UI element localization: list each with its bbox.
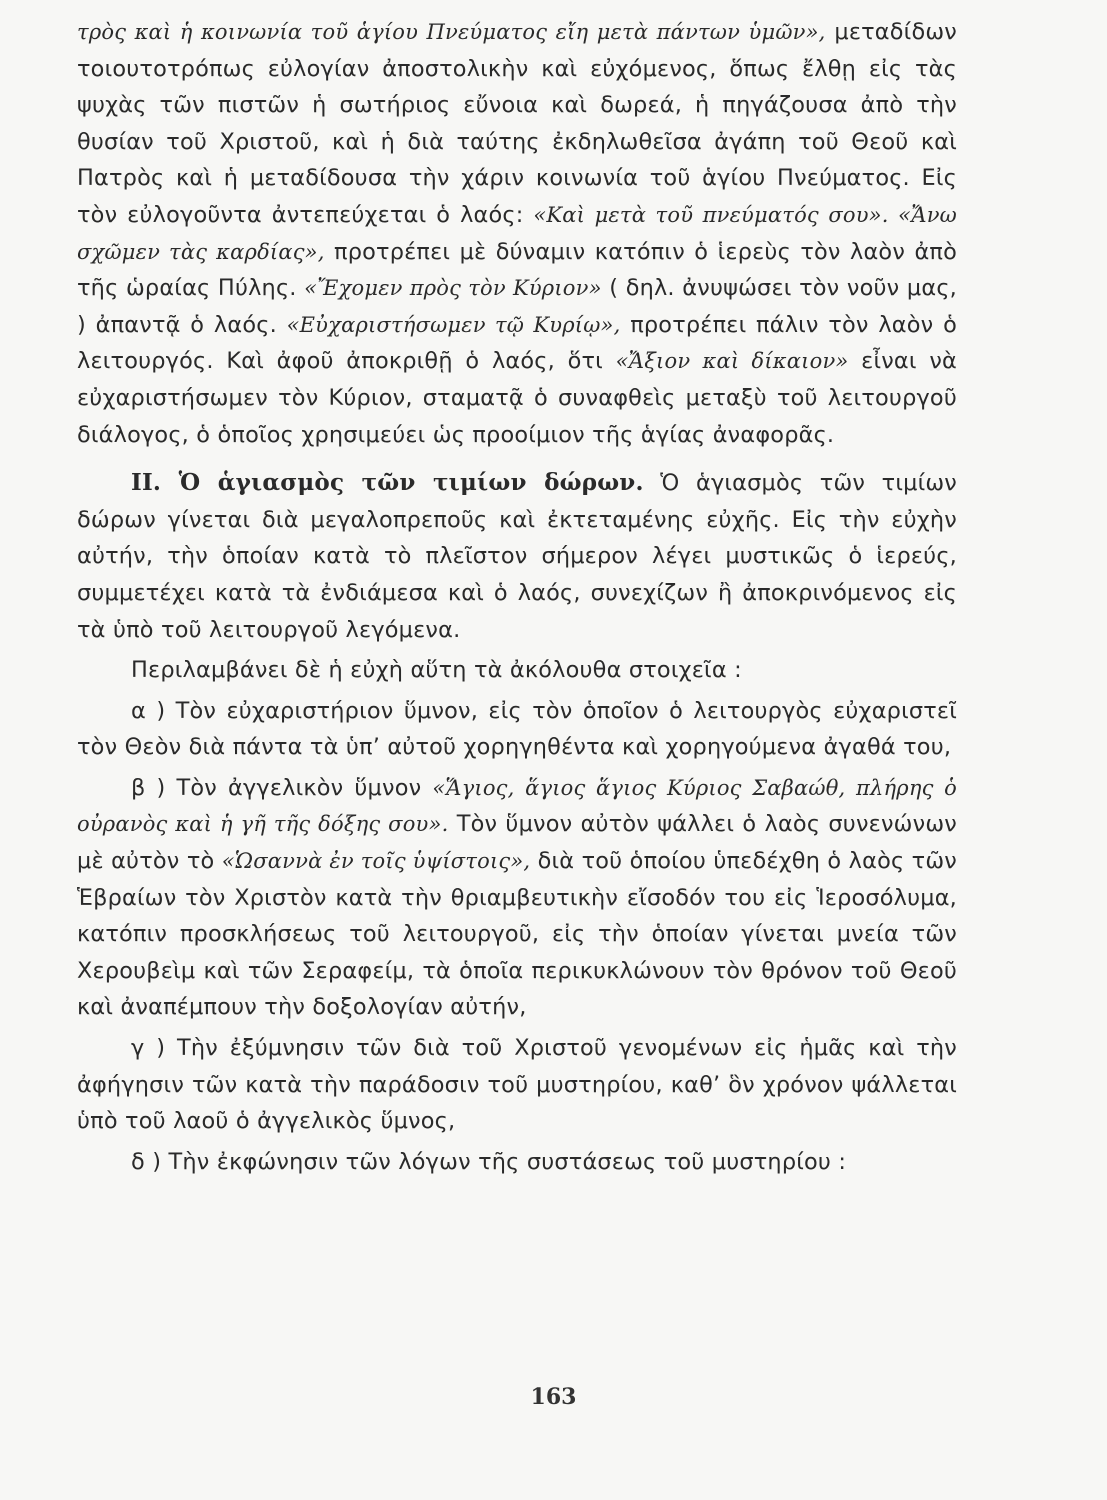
response-quote: «Ἄξιον καὶ δίκαιον» [615, 349, 849, 374]
text-run: μεταδίδων τοιουτοτρόπως εὐλογίαν ἀποστολικὴν καὶ εὐχόμενος, ὅπως ἔλθῃ εἰς τὰς ψυχὰς τῶν πιστῶν ἡ σωτήριος εὔνοια καὶ δωρεά, ἡ πηγάζουσα ἀπὸ τὴν θυσίαν τοῦ Χριστοῦ, καὶ ἡ διὰ ταύτης ἐκδηλωθεῖσα ἀγάπη τοῦ Θεοῦ καὶ Πατρὸς καὶ ἡ μεταδίδουσα τὴν χάριν κοινωνία τοῦ ἁγίου Πνεύματος. Εἰς τὸν εὐλογοῦντα ἀντεπεύχεται ὁ λαός: [77, 19, 957, 228]
section-heading: ΙΙ. Ὁ ἁγιασμὸς τῶν τιμίων δώρων. [131, 469, 644, 497]
hosanna-quote: «Ὡσαννὰ ἐν τοῖς ὑψίστοις», [221, 849, 531, 874]
response-quote: «Καὶ μετὰ τοῦ πνεύματός σου». «Ἄνω σχῶμεν τὰς καρδίας», [77, 202, 957, 264]
text-run: διὰ τοῦ ὁποίου ὑπεδέχθη ὁ λαὸς τῶν Ἑβραίων τὸν Χριστὸν κατὰ τὴν θριαμβευτικὴν εἴσοδόν του εἰς Ἱεροσόλυμα, κατόπιν προσκλήσεως τοῦ λειτουργοῦ, εἰς τὴν ὁποίαν γίνεται μνεία τῶν Χερουβεὶμ καὶ τῶν Σεραφείμ, τὰ ὁποῖα περικυκλώνουν τὸν θρόνον τοῦ Θεοῦ καὶ ἀναπέμπουν τὴν δοξολογίαν αὐτήν, [77, 848, 957, 1021]
list-item-alpha: α ) Τὸν εὐχαριστήριον ὕμνον, εἰς τὸν ὁποῖον ὁ λειτουργὸς εὐχαριστεῖ τὸν Θεὸν διὰ πάντα τὰ ὑπ’ αὐτοῦ χορηγηθέντα καὶ χορηγούμενα ἀγαθά του, [77, 697, 957, 761]
exhortation-quote: «Εὐχαριστήσωμεν τῷ Κυρίῳ», [286, 312, 621, 337]
text-run: εἶναι νὰ εὐχαριστήσωμεν τὸν Κύριον, σταματᾷ ὁ συναφθεὶς μεταξὺ τοῦ λειτουργοῦ διάλογος, ὁ ὁποῖος χρησιμεύει ὡς προοίμιον τῆς ἁγίας ἀναφορᾶς. [77, 348, 957, 448]
page-number: 163 [530, 1384, 577, 1410]
paragraph-liturgical-dialogue [77, 14, 957, 453]
list-item-beta [77, 770, 957, 1026]
text-run: προτρέπει πάλιν τὸν λαὸν ὁ λειτουργός. Καὶ ἀφοῦ ἀποκριθῇ ὁ λαός, ὅτι [77, 311, 957, 375]
response-quote: «Ἔχομεν πρὸς τὸν Κύριον» [304, 276, 602, 301]
paragraph-sanctification [77, 465, 957, 648]
text-run: Τὸν ὕμνον αὐτὸν ψάλλει ὁ λαὸς συνενώνων μὲ αὐτὸν τὸ [77, 811, 957, 875]
text-run: προτρέπει μὲ δύναμιν κατόπιν ὁ ἱερεὺς τὸν λαὸν ἀπὸ τῆς ὡραίας Πύλης. [77, 238, 957, 302]
paragraph-elements-intro: Περιλαμβάνει δὲ ἡ εὐχὴ αὕτη τὰ ἀκόλουθα στοιχεῖα : [131, 657, 742, 684]
text-run: β ) Τὸν ἀγγελικὸν ὕμνον [131, 774, 433, 801]
text-run: Ὁ ἁγιασμὸς τῶν τιμίων δώρων γίνεται διὰ μεγαλοπρεποῦς καὶ ἐκτεταμένης εὐχῆς. Εἰς τὴν εὐχὴν αὐτήν, τὴν ὁποίαν κατὰ τὸ πλεῖστον σήμερον λέγει μυστικῶς ὁ ἱερεύς, συμμετέχει κατὰ τὰ ἐνδιάμεσα καὶ ὁ λαός, συνεχίζων ἢ ἀποκρινόμενος εἰς τὰ ὑπὸ τοῦ λειτουργοῦ λεγόμενα. [77, 470, 958, 643]
list-item-delta: δ ) Τὴν ἐκφώνησιν τῶν λόγων τῆς συστάσεως τοῦ μυστηρίου : [131, 1148, 847, 1175]
list-item-gamma: γ ) Τὴν ἐξύμνησιν τῶν διὰ τοῦ Χριστοῦ γενομένων εἰς ἡμᾶς καὶ τὴν ἀφήγησιν τῶν κατὰ τὴν παράδοσιν τοῦ μυστηρίου, καθ’ ὃν χρόνον ψάλλεται ὑπὸ τοῦ λαοῦ ὁ ἀγγελικὸς ὕμνος, [77, 1035, 957, 1135]
text-run: ( δηλ. ἀνυψώσει τὸν νοῦν μας, ) ἀπαντᾷ ὁ λαός. [77, 275, 957, 338]
blessing-quote: τρὸς καὶ ἡ κοινωνία τοῦ ἁγίου Πνεύματος εἴη μετὰ πάντων ὑμῶν», [77, 20, 826, 44]
hymn-quote: «Ἅγιος, ἅγιος ἅγιος Κύριος Σαβαώθ, πλήρης ὁ οὐρανὸς καὶ ἡ γῆ τῆς δόξης σου». [77, 775, 957, 837]
